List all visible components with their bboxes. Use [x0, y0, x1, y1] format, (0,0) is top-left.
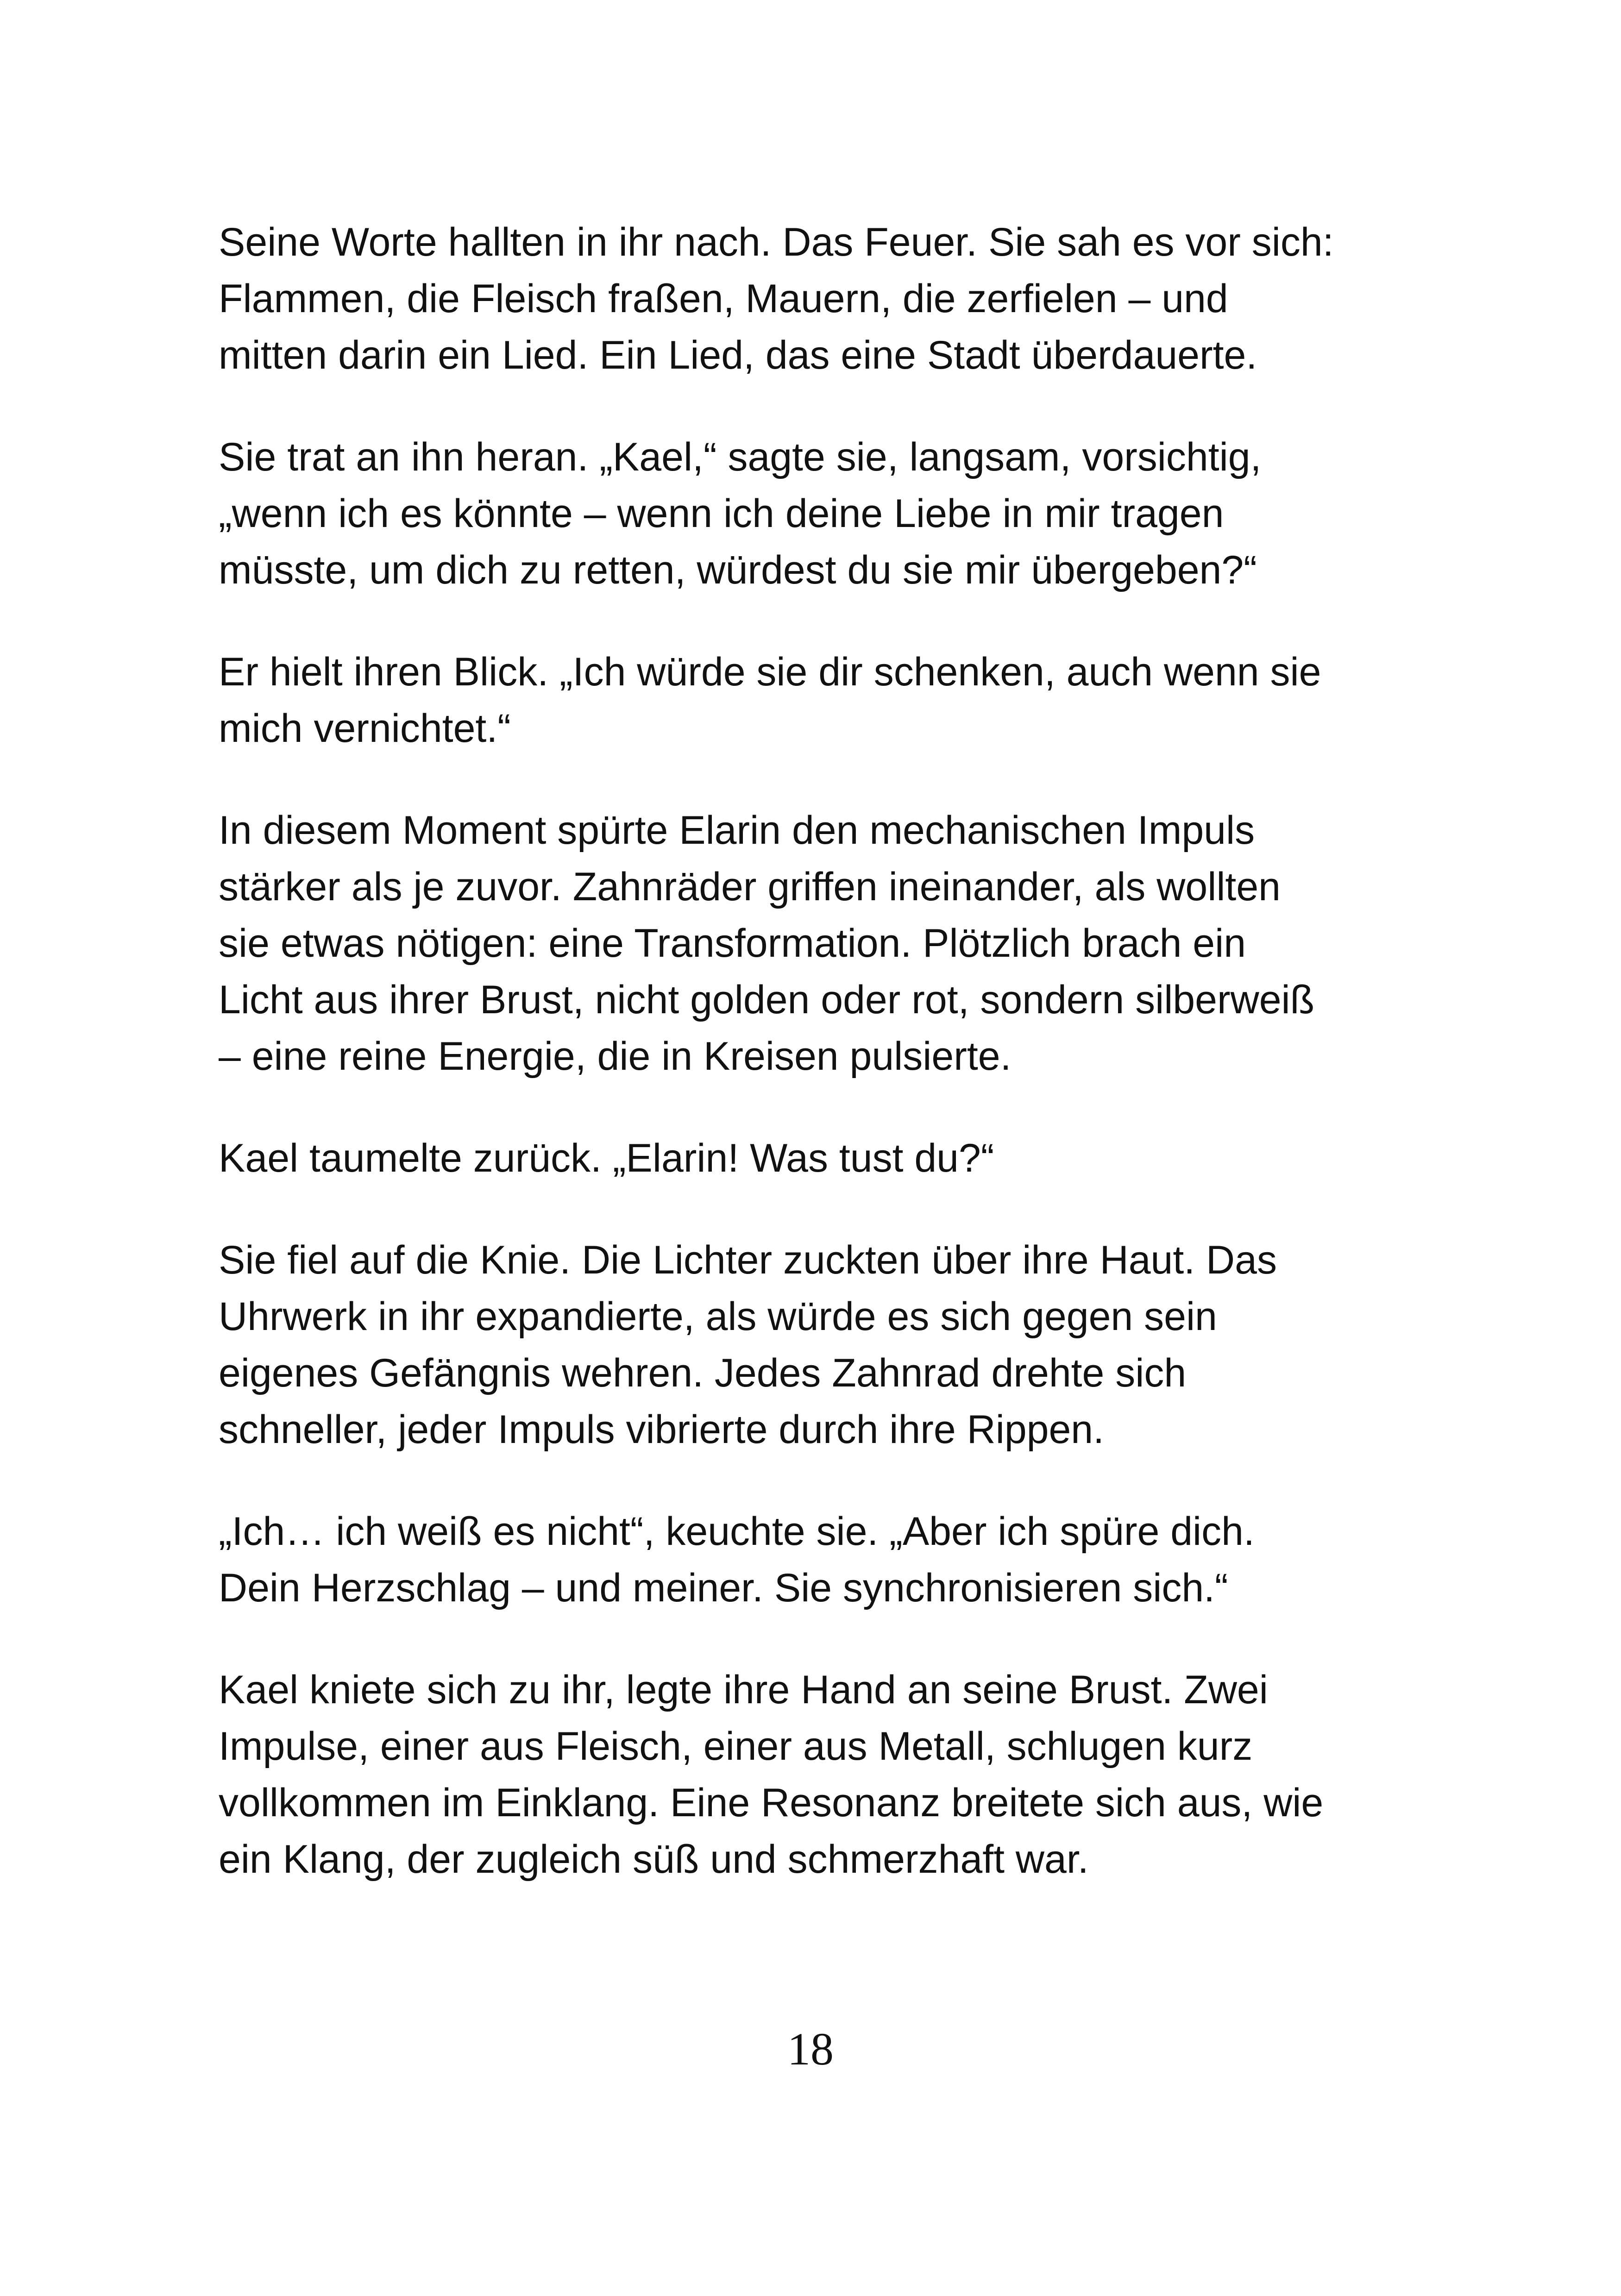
page-number: 18 — [787, 2023, 834, 2075]
paragraph-5: Kael taumelte zurück. „Elarin! Was tust du?“ — [219, 1136, 994, 1180]
paragraph-8: Kael kniete sich zu ihr, legte ihre Hand an seine Brust. Zwei Impulse, einer aus Fleisch, einer aus Metall, schlugen kurz vollkommen im Einklang. Eine Resonanz breitete sich aus, wie ein Klang, der zugleich süß und schmerzhaft war. — [219, 1668, 1324, 1882]
paragraph-3: Er hielt ihren Blick. „Ich würde sie dir schenken, auch wenn sie mich vernichtet.“ — [219, 650, 1321, 751]
paragraph-6: Sie fiel auf die Knie. Die Lichter zuckten über ihre Haut. Das Uhrwerk in ihr expandierte, als würde es sich gegen sein eigenes Gefängnis wehren. Jedes Zahnrad drehte sich schneller, jeder Impuls vibrierte durch ihre Rippen. — [219, 1238, 1277, 1452]
paragraph-4: In diesem Moment spürte Elarin den mechanischen Impuls stärker als je zuvor. Zahnräder griffen ineinander, als wollten sie etwas nötigen: eine Transformation. Plötzlich brach ein Licht aus ihrer Brust, nicht golden oder rot, sondern silberweiß – eine reine Energie, die in Kreisen pulsierte. — [219, 808, 1315, 1079]
paragraph-1: Seine Worte hallten in ihr nach. Das Feuer. Sie sah es vor sich: Flammen, die Fleisch fraßen, Mauern, die zerfielen – und mitten darin ein Lied. Ein Lied, das eine Stadt überdauerte. — [219, 220, 1334, 377]
paragraph-7: „Ich… ich weiß es nicht“, keuchte sie. „Aber ich spüre dich. Dein Herzschlag – und meiner. Sie synchronisieren sich.“ — [219, 1509, 1255, 1610]
body-text — [219, 214, 1432, 1933]
paragraph-2: Sie trat an ihn heran. „Kael,“ sagte sie, langsam, vorsichtig, „wenn ich es könnte – wenn ich deine Liebe in mir tragen müsste, um dich zu retten, würdest du sie mir übergeben?“ — [219, 435, 1262, 592]
